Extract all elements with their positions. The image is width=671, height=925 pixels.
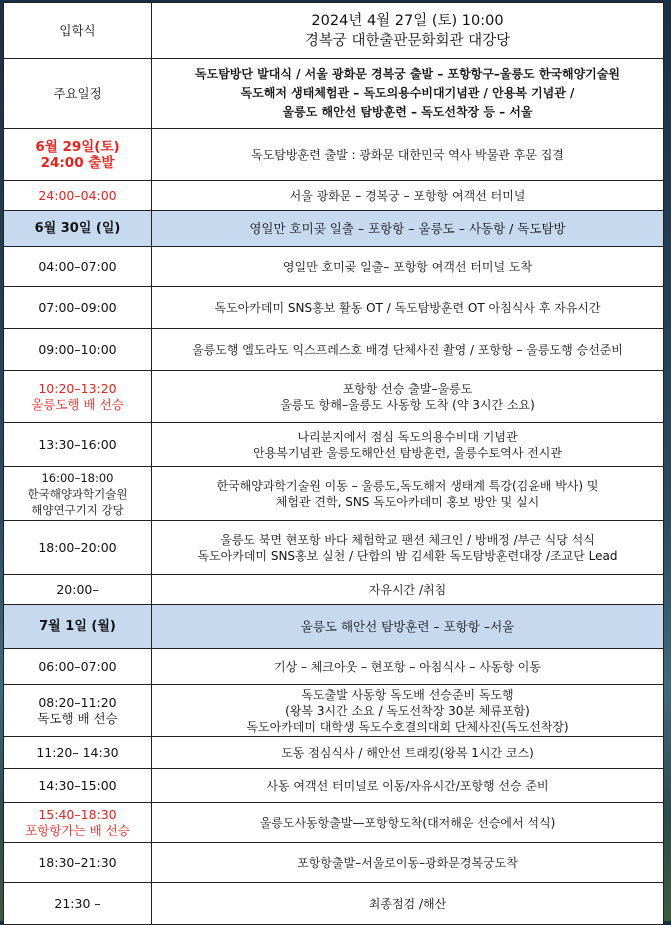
activity-line: 경복궁 대한출판문화회관 대강당 [304,32,511,49]
activity-line: 독도해저 생태체험관 – 독도의용수비대기념관 / 안용복 기념관 / [240,86,575,100]
time-line: 21:30 – [54,895,101,911]
time-cell [4,329,152,371]
activity-line: 포항항출발–서울로이동–광화문경복궁도착 [297,855,518,870]
schedule-row [4,59,664,129]
activity-line: 울릉도행 엘도라도 익스프레스호 배경 단체사진 촬영 / 포항항 – 울릉도행 승선준비 [192,342,623,357]
time-line: 6월 30일 (일) [34,220,121,236]
time-line: 입학식 [59,22,96,38]
schedule-row [4,329,664,371]
time-line: 09:00–10:00 [38,341,117,357]
time-cell [4,803,152,843]
activity-line: 포항항 선승 출발–울릉도 [342,381,473,396]
time-cell [4,521,152,575]
schedule-row [4,883,664,925]
time-cell [4,423,152,467]
schedule-row [4,181,664,211]
time-line: 18:30–21:30 [38,854,117,870]
time-line: 20:00– [56,581,99,597]
time-line: 한국해양과학기술원 [27,486,128,501]
time-line: 7월 1일 (월) [39,618,116,634]
activity-cell [152,605,664,649]
activity-line: 서울 광화문 – 경복궁 – 포항항 여객선 터미널 [289,188,526,203]
activity-cell [152,649,664,685]
activity-cell [152,423,664,467]
time-cell [4,211,152,247]
time-line: 11:20– 14:30 [36,744,119,760]
schedule-row [4,467,664,521]
activity-line: 최종점검 /해산 [368,896,447,911]
schedule-row [4,575,664,605]
time-line: 24:00 출발 [40,154,115,171]
time-line: 07:00–09:00 [38,299,117,315]
activity-cell [152,371,664,423]
schedule-row [4,843,664,883]
activity-cell [152,883,664,925]
schedule-row [4,521,664,575]
activity-cell [152,211,664,247]
time-line: 15:40–18:30 [38,806,117,822]
time-cell [4,59,152,129]
activity-cell [152,59,664,129]
activity-line: 울릉도 해안선 탐방훈련 – 포항항 –서울 [300,618,515,634]
activity-cell [152,769,664,803]
time-line: 포항항가는 배 선승 [25,822,130,838]
time-line: 08:20–11:20 [38,694,117,710]
time-line: 울릉도행 배 선승 [31,396,124,412]
time-line: 18:00–20:00 [38,539,117,555]
time-line: 14:30–15:00 [38,777,117,793]
activity-cell [152,685,664,737]
time-line: 6월 29일(토) [35,138,120,155]
activity-cell [152,329,664,371]
schedule-row [4,605,664,649]
activity-line: 독도아카데미 대학생 독도수호결의대회 단체사진(독도선착장) [246,719,569,734]
time-line: 독도행 배 선승 [37,710,118,726]
activity-cell [152,521,664,575]
time-cell [4,467,152,521]
time-cell [4,605,152,649]
schedule-row [4,129,664,181]
activity-cell [152,287,664,329]
time-cell [4,575,152,605]
schedule-row [4,211,664,247]
time-line: 04:00–07:00 [38,258,117,274]
time-cell [4,247,152,287]
activity-line: 울릉도 해안선 탐방훈련 – 독도선착장 등 – 서울 [282,105,533,119]
activity-line: 울릉도 북면 현포항 바다 체험학교 팬션 체크인 / 방배정 /부근 식당 석식 [220,532,595,547]
time-cell [4,371,152,423]
activity-line: (왕복 3시간 소요 / 독도선착장 30분 체류포함) [285,703,530,718]
time-cell [4,3,152,59]
activity-line: 영일만 호미곶 일출– 포항항 여객선 터미널 도착 [282,259,533,274]
schedule-row [4,737,664,769]
time-line: 13:30–16:00 [38,436,117,452]
activity-cell [152,803,664,843]
activity-line: 자유시간 /취침 [368,582,447,597]
time-cell [4,129,152,181]
schedule-row [4,371,664,423]
activity-cell [152,181,664,211]
schedule-row [4,3,664,59]
activity-line: 울릉도 항해–울릉도 사동항 도착 (약 3시간 소요) [280,397,535,412]
schedule-row [4,649,664,685]
time-cell [4,883,152,925]
schedule-row [4,803,664,843]
time-cell [4,769,152,803]
activity-line: 독도아카데미 SNS홍보 실천 / 단합의 밤 김세환 독도탐방훈련대장 /조교단 Lead [197,548,618,563]
activity-line: 독도탐방단 발대식 / 서울 광화문 경복궁 출발 – 포항항구–울릉도 한국해양기술원 [195,67,620,81]
schedule-row [4,685,664,737]
time-line: 10:20–13:20 [38,380,117,396]
time-line: 16:00–18:00 [41,470,114,485]
activity-line: 독도출발 사동항 독도배 선승준비 독도행 [301,687,514,702]
time-line: 06:00–07:00 [38,658,117,674]
schedule-body [4,3,664,925]
schedule-row [4,287,664,329]
activity-line: 영일만 호미곶 일출 – 포항항 – 울릉도 – 사동항 / 독도탐방 [249,220,566,236]
schedule-row [4,423,664,467]
activity-line: 사동 여객선 터미널로 이동/자유시간/포항행 선승 준비 [266,778,549,793]
activity-line: 체험관 견학, SNS 독도아카데미 홍보 방안 및 실시 [275,494,540,509]
activity-cell [152,843,664,883]
activity-line: 안용복기념관 울릉도해안선 탐방훈련, 울릉수토역사 전시관 [253,445,562,460]
time-cell [4,685,152,737]
activity-cell [152,467,664,521]
activity-line: 독도아카데미 SNS홍보 활동 OT / 독도탐방훈련 OT 아침식사 후 자유시간 [214,300,601,315]
activity-line: 기상 – 체크아웃 – 현포항 – 아침식사 – 사동항 이동 [274,659,541,674]
activity-cell [152,737,664,769]
time-cell [4,649,152,685]
schedule-table [3,2,664,925]
time-cell [4,843,152,883]
activity-cell [152,129,664,181]
time-line: 24:00–04:00 [38,187,117,203]
activity-cell [152,247,664,287]
time-line: 주요일정 [53,85,102,101]
activity-line: 나리분지에서 점심 독도의용수비대 기념관 [297,429,518,444]
activity-cell [152,575,664,605]
activity-line: 독도탐방훈련 출발 : 광화문 대한민국 역사 박물관 후문 집결 [251,147,564,162]
activity-line: 울릉도사동항출발—포항항도착(대저해운 선승에서 석식) [259,815,556,830]
time-cell [4,181,152,211]
activity-line: 도동 점심식사 / 해안선 트래킹(왕복 1시간 코스) [281,745,534,760]
time-cell [4,737,152,769]
schedule-sheet [3,2,663,925]
activity-line: 한국해양과학기술원 이동 – 울릉도,독도해저 생태계 특강(김윤배 박사) 및 [216,478,599,493]
time-line: 해양연구기지 강당 [31,502,124,517]
schedule-row [4,769,664,803]
schedule-row [4,247,664,287]
activity-cell [152,3,664,59]
time-cell [4,287,152,329]
activity-line: 2024년 4월 27일 (토) 10:00 [311,12,504,29]
